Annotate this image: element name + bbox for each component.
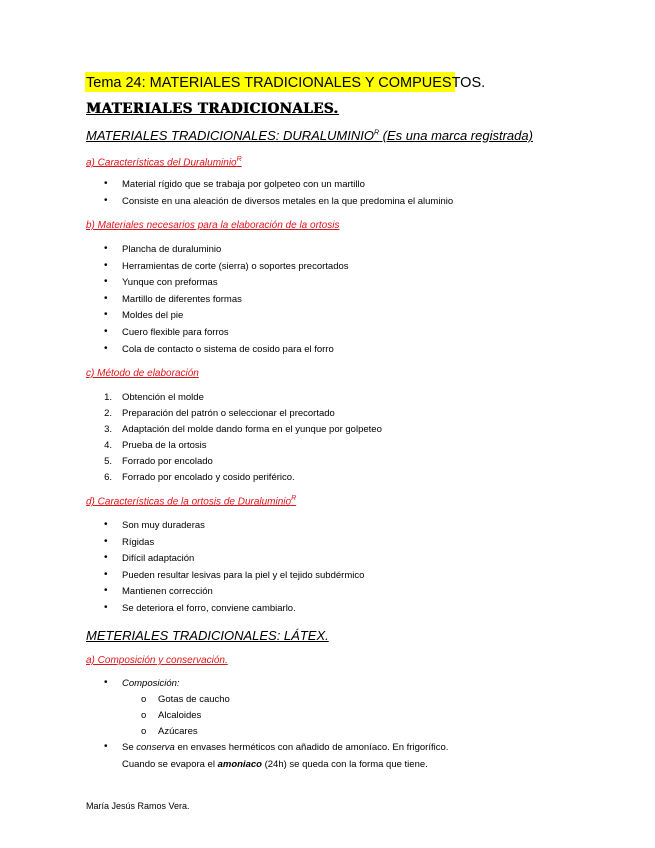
footer-author: María Jesús Ramos Vera. <box>86 801 190 811</box>
bullet-icon: • <box>104 343 108 354</box>
bullet-icon: • <box>104 552 108 563</box>
list-item: Prueba de la ortosis <box>122 440 207 451</box>
bullet-icon: • <box>104 195 108 206</box>
list-item: Herramientas de corte (sierra) o soportes precortados <box>122 261 349 272</box>
latex-heading: METERIALES TRADICIONALES: LÁTEX. <box>86 628 329 643</box>
section-d-heading: d) Características de la ortosis de Duraluminio$^R$ <box>86 495 297 508</box>
list-item: Martillo de diferentes formas <box>122 294 242 305</box>
bullet-icon: • <box>104 569 108 580</box>
list-item: Gotas de caucho <box>158 694 230 705</box>
page-title: Tema 24: MATERIALES TRADICIONALES Y COMPUESTOS. <box>86 75 486 91</box>
main-heading: MATERIALES TRADICIONALES. <box>86 101 339 117</box>
bullet-icon: • <box>104 293 108 304</box>
list-item: Cuero flexible para forros <box>122 327 229 338</box>
list-item: Forrado por encolado <box>122 456 213 467</box>
bullet-icon: • <box>104 585 108 596</box>
list-number: 2. <box>104 408 112 419</box>
section-b-heading: b) Materiales necesarios para la elaboración de la ortosis <box>86 220 340 231</box>
duraluminio-heading: MATERIALES TRADICIONALES: $DURALUMINIO^R$ (Es una marca registrada) <box>86 128 533 143</box>
list-item: Yunque con preformas <box>122 277 218 288</box>
list-item: Adaptación del molde dando forma en el yunque por golpeteo <box>122 424 382 435</box>
bullet-icon: • <box>104 741 108 752</box>
bullet-icon: • <box>104 326 108 337</box>
list-item: Plancha de duraluminio <box>122 244 222 255</box>
section-a-heading: a) Características del Duraluminio$^R$ <box>86 156 242 169</box>
bullet-icon: • <box>104 309 108 320</box>
list-item: Son muy duraderas <box>122 520 205 531</box>
list-item: Difícil adaptación <box>122 553 195 564</box>
list-number: 4. <box>104 440 112 451</box>
bullet-icon: • <box>104 519 108 530</box>
list-item: Cola de contacto o sistema de cosido para el forro <box>122 344 334 355</box>
latex-section-a-heading: a) Composición y conservación. <box>86 655 228 666</box>
list-item: Se deteriora el forro, conviene cambiarlo. <box>122 603 296 614</box>
list-number: 6. <box>104 472 112 483</box>
conserva-line: Cuando se evapora el amoniaco (24h) se queda con la forma que tiene. <box>122 759 428 770</box>
list-item: Material rígido que se trabaja por golpeteo con un martillo <box>122 179 365 190</box>
list-item: Preparación del patrón o seleccionar el precortado <box>122 408 335 419</box>
list-item: Mantienen corrección <box>122 586 213 597</box>
bullet-icon: • <box>104 243 108 254</box>
composicion-label: Composición: <box>122 678 180 689</box>
bullet-icon: • <box>104 178 108 189</box>
list-item: Consiste en una aleación de diversos metales en la que predomina el aluminio <box>122 196 454 207</box>
list-item: Azúcares <box>158 726 198 737</box>
list-item: Forrado por encolado y cosido periférico. <box>122 472 295 483</box>
list-item: Obtención el molde <box>122 392 204 403</box>
list-item: Pueden resultar lesivas para la piel y el tejido subdérmico <box>122 570 365 581</box>
circle-bullet-icon: o <box>141 710 147 721</box>
list-number: 5. <box>104 456 112 467</box>
bullet-icon: • <box>104 677 108 688</box>
circle-bullet-icon: o <box>141 726 147 737</box>
bullet-icon: • <box>104 602 108 613</box>
list-item: Moldes del pie <box>122 310 184 321</box>
list-item: Rígidas <box>122 537 155 548</box>
bullet-icon: • <box>104 276 108 287</box>
list-number: 3. <box>104 424 112 435</box>
list-number: 1. <box>104 392 112 403</box>
circle-bullet-icon: o <box>141 694 147 705</box>
list-item: Alcaloides <box>158 710 202 721</box>
bullet-icon: • <box>104 260 108 271</box>
conserva-line: Se conserva en envases herméticos con añadido de amoníaco. En frigorífico. <box>122 742 449 753</box>
bullet-icon: • <box>104 536 108 547</box>
section-c-heading: c) Método de elaboración <box>86 368 199 379</box>
